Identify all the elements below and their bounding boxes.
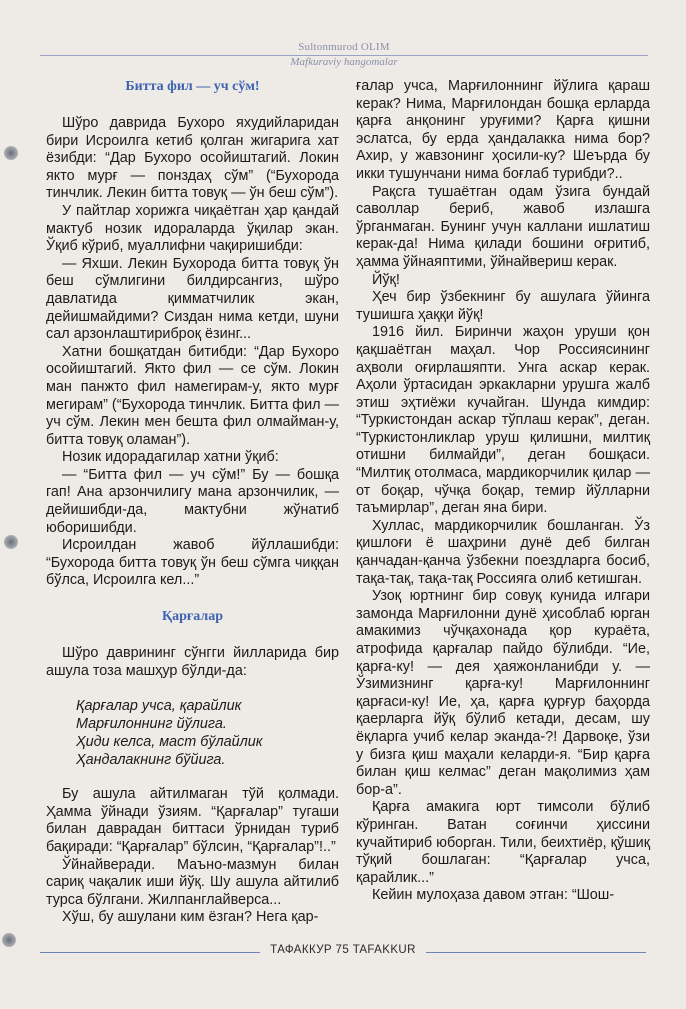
paragraph: — Яхши. Лекин Бухорода битта товуқ ўн беш сўмлигини билдирсангиз, шўро давлатида қимматчилик экан, дейишмайдими? Сиздан нима кетди, шуни сал арзонлаштириброқ ёзинг... — [46, 255, 339, 343]
paragraph: Шўро даврида Бухоро яхудийларидан бири Исроилга кетиб қолган жигарига хат ёзибди: “Дар Бухоро осойиштагий. Локин якто мурғ — понздаҳ сўм” (“Бухорода тинчлик. Лекин битта товуқ — ўн беш сўм”). — [46, 115, 339, 202]
binder-hole — [4, 535, 18, 549]
poem — [46, 697, 339, 769]
binder-hole — [2, 933, 16, 947]
paragraph: — “Битта фил — уч сўм!” Бу — бошқа гап! Ана арзончилигу мана арзончилик, — дейишибди-да, мактубни жўнатиб юборишибди. — [46, 466, 339, 536]
poem-line: Ҳандалакнинг бўйига. — [76, 752, 226, 769]
paragraph: Кейин мулоҳаза давом этган: “Шош- — [372, 887, 615, 904]
paragraph: У пайтлар хорижга чиқаётган ҳар қандай мактуб нозик идораларда ўқилар экан. Ўқиб кўриб, муаллифни чақиришибди: — [46, 202, 339, 255]
paragraph: Йўқ! — [372, 271, 400, 288]
paragraph: Хуллас, мардикорчилик бошланган. Ўз қишлоғи ё шаҳрини дунё деб билган қанчадан-қанча ўзбекни поездларга босиб, тақа-тақ, тақа-тақ Россияга олиб кетишган. — [356, 517, 650, 587]
page-header — [40, 41, 648, 71]
header-section: Mafkuraviy hangomalar — [290, 56, 398, 68]
paragraph: Ҳеч бир ўзбекнинг бу ашулага ўйинга тушишга ҳаққи йўқ! — [356, 289, 650, 323]
paragraph: Қарға амакига юрт тимсоли бўлиб кўринган. Ватан соғинчи ҳиссини кучайтириб юборган. Тили, беихтиёр, қўшиқ тўқий бошлаган: “Қарғалар учса, қарайлик...” — [356, 799, 650, 886]
paragraph: Узоқ юртнинг бир совуқ кунида илгари замонда Марғилонни дунё ҳисоблаб юрган амакимиз чўчқахонада қор кураёта, атрофида қарғалар пайдо бўлибди. “Ие, қарға-ку! — дея ҳаяжонланибди у. — Ўзимизнинг қарға-ку! Марғилоннинг қарғаси-ку! Ие, ҳа, қарға қурғур баҳорда қаерларга йўқ бўлиб кетади, десам, шу ёқларга учиб келар эканда-?! Дарвоқе, ўзи у бизга қиш маҳали келарди-я. “Бир қарға билан қиш келмас” деган мақолимиз ҳам бор-а”. — [356, 588, 650, 798]
paragraph: Рақсга тушаётган одам ўзига бундай саволлар бериб, жавоб излашга ўрганмаган. Бунинг учун каллани ишлатиш керак-да! Нима қилади бошини оғритиб, ҳамма ўйнаяптими, ўйнайвериш керак. — [356, 183, 650, 270]
left-column — [46, 78, 339, 927]
poem-line: Ҳиди келса, маст бўлайлик — [76, 734, 263, 751]
paragraph: Нозик идорадагилар хатни ўқиб: — [62, 449, 279, 466]
page-footer — [40, 944, 646, 960]
right-column — [356, 78, 650, 905]
header-author: Sultonmurod OLIM — [298, 41, 390, 53]
paragraph: ғалар учса, Марғилоннинг йўлига қараш керак? Нима, Марғилондан бошқа ерларда қарға анқонинг уруғими? Қарға қишни эслатса, бу ерда ҳандалакка нима бор? Ахир, у жавзонинг ҳосили-ку? Шеърда бу икки тушунчани нима боғлаб турибди?.. — [356, 78, 650, 182]
footer-page-number: ТАФАККУР 75 TAFAKKUR — [270, 944, 416, 956]
paragraph: Исроилдан жавоб йўллашибди: “Бухорода битта товуқ ўн беш сўмга чиққан бўлса, Исроилга кел...” — [46, 537, 339, 589]
poem-line: Қарғалар учса, қарайлик — [76, 698, 242, 715]
paragraph: Бу ашула айтилмаган тўй қолмади. Ҳамма ўйнади ўзиям. “Қарғалар” тугаши билан даврадан биттаси ўрнидан туриб бақиради: “Қарғалар” бўлсин, “Қарғалар”!..” — [46, 786, 339, 855]
paragraph: Шўро даврининг сўнгги йилларида бир ашула тоза машҳур бўлди-да: — [46, 645, 339, 679]
poem-line: Марғилоннинг йўлига. — [76, 716, 227, 733]
article-title-elephant: Битта фил — уч сўм! — [125, 79, 260, 94]
article-title-crows: Қарғалар — [161, 609, 224, 625]
paragraph: Хўш, бу ашулани ким ёзган? Нега қар- — [62, 909, 319, 926]
paragraph: Ўйнайверади. Маъно-мазмун билан сариқ чақалик иши йўқ. Шу ашула айтилиб турса бўлгани. Жилпанглайверса... — [46, 856, 339, 908]
footer-rule-right — [426, 952, 646, 953]
paragraph: 1916 йил. Биринчи жаҳон уруши қон қақшаётган маҳал. Чор Россиясининг аҳволи оғирлашяпти. Унга аскар керак. Аҳоли ўртасидан эркакларни урушга жалб этиш эҳтиёжи кучайган. Шунда кимдир: “Туркистондан аскар тўплаш керак”, деган. “Туркистонликлар уруш қилишни, милтиқ отишни билмайди”, деган бошқаси. “Милтиқ отолмаса, мардикорчилик қилар — от боқар, чўчқа боқар, темир йўлларни таъмирлар”, деган яна бири. — [356, 324, 650, 517]
paragraph: Хатни бошқатдан битибди: “Дар Бухоро осойиштагий. Якто фил — се сўм. Локин ман панжто фил намегирам-у, якто мурғ мегирам” (“Бухорода тинчлик. Битта фил — уч сўм. Лекин мен бешта фил олмайман-у, битта товуқ оламан”). — [46, 343, 339, 448]
binder-hole — [4, 146, 18, 160]
